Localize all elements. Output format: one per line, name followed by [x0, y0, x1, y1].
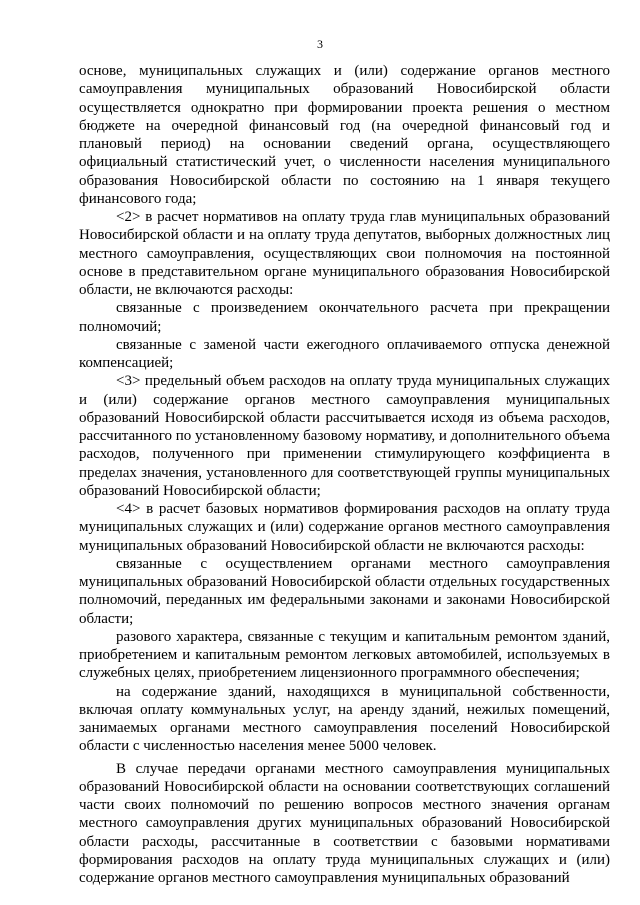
document-body [79, 62, 610, 887]
page-number: 3 [317, 37, 323, 51]
paragraph-list-item: связанные с произведением окончательного расчета при прекращении полномочий; [79, 300, 610, 335]
paragraph-list-item: разового характера, связанные с текущим и капитальным ремонтом зданий, приобретением и капитальным ремонтом легковых автомобилей, используемых в служебных целях, приобретением лицензионного программного обеспечения; [79, 628, 610, 682]
paragraph-continuation: основе, муниципальных служащих и (или) содержание органов местного самоуправления муниципальных образований Новосибирской области осуществляется однократно при формировании проекта решения о местном бюджете на очередной финансовый год (на очередной финансовый год и плановый период) на основании сведений органа, осуществляющего официальный статистический учет, о численности населения муниципального образования Новосибирской области по состоянию на 1 января текущего финансового года; [79, 63, 610, 207]
paragraph-note-3: <3> предельный объем расходов на оплату труда муниципальных служащих и (или) содержание органов местного самоуправления муниципальных образований Новосибирской области рассчитывается исходя из объема расходов, рассчитанного по установленному базовому нормативу, и дополнительного объема расходов, полученного при применении стимулирующего коэффициента в пределах значения, установленного для соответствующей группы муниципальных образований Новосибирской области; [79, 373, 610, 499]
paragraph-list-item: на содержание зданий, находящихся в муниципальной собственности, включая оплату коммунальных услуг, на аренду зданий, нежилых помещений, занимаемых органами местного самоуправления поселений Новосибирской области с численностью населения менее 5000 человек. [79, 683, 610, 755]
paragraph-list-item: связанные с заменой части ежегодного оплачиваемого отпуска денежной компенсацией; [79, 336, 610, 371]
paragraph-note-4: <4> в расчет базовых нормативов формирования расходов на оплату труда муниципальных служащих и (или) содержание органов местного самоуправления муниципальных образований Новосибирской области не включаются расходы: [79, 501, 610, 554]
paragraph-transfer-of-powers: В случае передачи органами местного самоуправления муниципальных образований Новосибирской области на основании соответствующих соглашений части своих полномочий по решению вопросов местного значения органам местного самоуправления других муниципальных образований Новосибирской области расходы, рассчитанные в соответствии с базовыми нормативами формирования расходов на оплату труда муниципальных служащих и (или) содержание органов местного самоуправления муниципальных образований [79, 760, 610, 886]
paragraph-note-2: <2> в расчет нормативов на оплату труда глав муниципальных образований Новосибирской области и на оплату труда депутатов, выборных должностных лиц местного самоуправления, осуществляющих свои полномочия на постоянной основе в представительном органе муниципального образования Новосибирской области, не включаются расходы: [79, 209, 610, 298]
paragraph-list-item: связанные с осуществлением органами местного самоуправления муниципальных образований Новосибирской области отдельных государственных полномочий, переданных им федеральными законами и законами Новосибирской области; [79, 555, 610, 627]
